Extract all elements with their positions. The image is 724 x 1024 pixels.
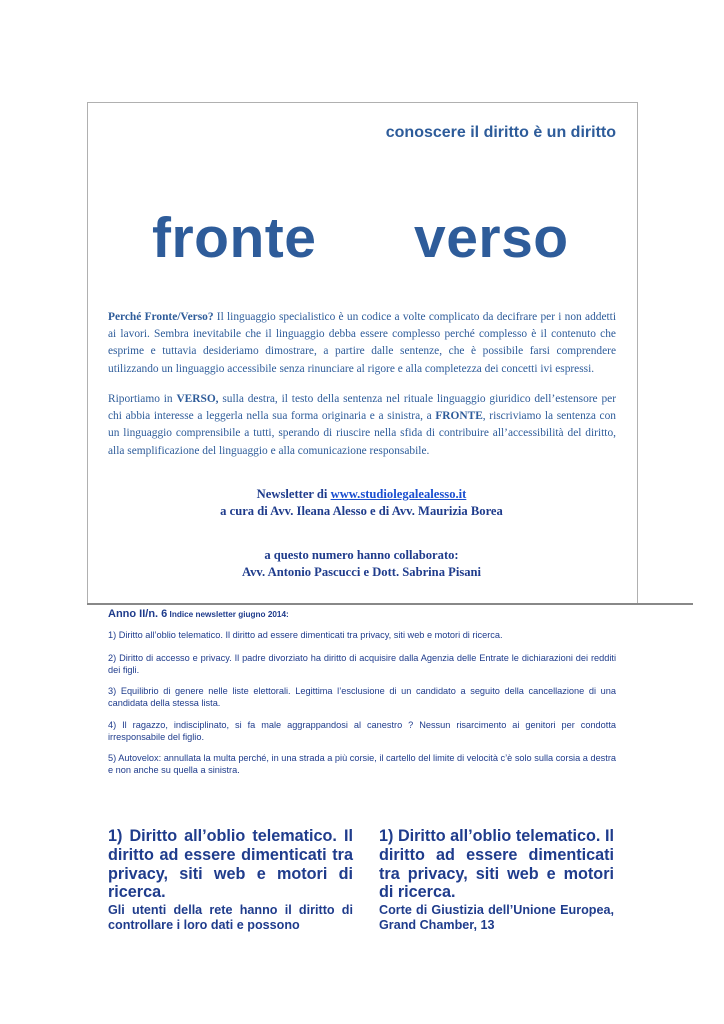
- article-column-verso: [379, 827, 614, 933]
- intro-paragraph-2: [108, 391, 616, 460]
- index-item[interactable]: 5) Autovelox: annullata la multa perché, in una strada a più corsie, il cartello del limite di velocità c’è solo sulla corsia a destra e non anche su quella a sinistra.: [108, 753, 616, 775]
- masthead-word-verso: verso: [414, 206, 569, 270]
- intro-text-2c: , riscriviamo la sentenza con un linguaggio comprensibile a tutti, sperando di riuscire nella sfida di contribuire all’accessibilità del diritto, alla semplificazione del linguaggio e alla comunicazione responsabile.: [108, 410, 616, 457]
- article-body: Corte di Giustizia dell’Unione Europea, Grand Chamber, 13: [379, 903, 614, 933]
- index-item[interactable]: 4) Il ragazzo, indisciplinato, si fa male aggrappandosi al canestro ? Nessun risarcimento ai genitori per condotta irresponsabile del figlio.: [108, 720, 616, 742]
- intro-paragraph-1: [108, 309, 616, 378]
- curators-line: a cura di Avv. Ileana Alesso e di Avv. Maurizia Borea: [220, 503, 503, 518]
- article-column-fronte: [108, 827, 353, 933]
- index-item[interactable]: 1) Diritto all’oblio telematico. Il diritto ad essere dimenticati tra privacy, siti web e motori di ricerca.: [108, 630, 503, 640]
- article-heading: 1) Diritto all’oblio telematico. Il diritto ad essere dimenticati tra privacy, siti web e motori di ricerca.: [108, 827, 353, 902]
- collaborators-label: a questo numero hanno collaborato:: [264, 548, 459, 562]
- newsletter-credits: [87, 486, 636, 519]
- intro-text-1: Il linguaggio specialistico è un codice a volte complicato da decifrare per i non addetti ai lavori. Sembra inevitabile che il linguaggio debba essere complesso perché complesso è il contenuto che esprime e tuttavia desideriamo dimostrare, a partire dalle sentenze, che è possibile farsi comprendere utilizzando un linguaggio accessibile senza rinunciare al rigore e alla completezza dei concetti ivi espressi.: [108, 311, 617, 375]
- intro-verso-keyword: VERSO,: [176, 393, 219, 405]
- index-item[interactable]: 3) Equilibrio di genere nelle liste elettorali. Legittima l’esclusione di un candidato a seguito della cancellazione di una candidata della stessa lista.: [108, 686, 616, 708]
- website-link[interactable]: www.studiolegalealesso.it: [330, 487, 467, 501]
- intro-lead: Perché Fronte/Verso?: [108, 311, 214, 323]
- article-heading: 1) Diritto all’oblio telematico. Il diritto ad essere dimenticati tra privacy, siti web e motori di ricerca.: [379, 827, 614, 902]
- section-divider: [87, 603, 693, 605]
- motto: conoscere il diritto è un diritto: [385, 124, 616, 141]
- article-body: Gli utenti della rete hanno il diritto di controllare i loro dati e possono: [108, 903, 353, 933]
- issue-number: Anno II/n. 6: [108, 608, 168, 620]
- newsletter-line: [87, 486, 636, 503]
- masthead-title: [152, 205, 569, 271]
- collaborators-block: [87, 547, 636, 580]
- intro-text-2a: Riportiamo in: [108, 393, 177, 405]
- intro-text-2b: sulla destra, il testo della sentenza nel rituale linguaggio giuridico dell’estensore per chi abbia interesse a leggerla nella sua forma originaria e a sinistra, a: [108, 393, 616, 423]
- index-heading: [108, 608, 289, 620]
- intro-fronte-keyword: FRONTE: [435, 410, 483, 423]
- masthead-word-fronte: fronte: [152, 206, 317, 270]
- newsletter-label: Newsletter di: [256, 487, 331, 501]
- collaborators-names: Avv. Antonio Pascucci e Dott. Sabrina Pisani: [241, 564, 482, 579]
- index-subtitle: Indice newsletter giugno 2014:: [167, 610, 289, 619]
- index-item[interactable]: 2) Diritto di accesso e privacy. Il padre divorziato ha diritto di acquisire dalla Agenzia delle Entrate le dichiarazioni dei redditi dei figli.: [108, 653, 616, 675]
